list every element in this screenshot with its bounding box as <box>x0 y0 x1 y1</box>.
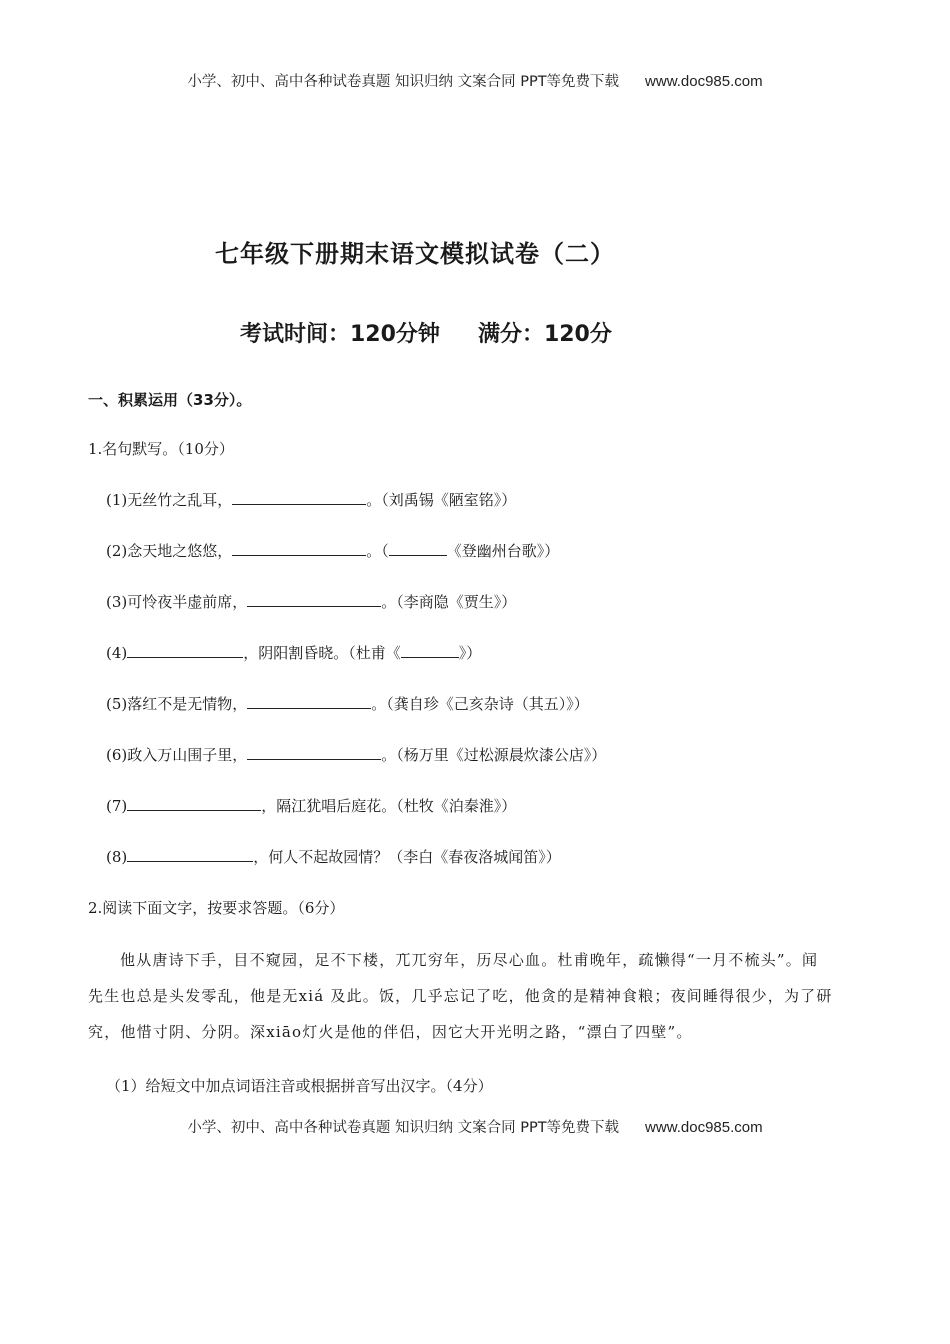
q1-item-2: (2)念天地之悠悠， 。（ 《登幽州台歌》） <box>106 542 560 560</box>
footer-text: 小学、初中、高中各种试卷真题 知识归纳 文案合同 PPT等免费下载 <box>187 1120 620 1136</box>
answer-blank[interactable] <box>232 490 366 505</box>
section-heading: 一、积累运用（33分）。 <box>88 391 252 409</box>
page-header <box>0 70 950 91</box>
q1-item-3: (3)可怜夜半虚前席， 。（李商隐《贾生》） <box>106 593 517 611</box>
q1-heading: 1.名句默写。（10分） <box>88 440 234 458</box>
answer-blank[interactable] <box>247 592 381 607</box>
q2-heading: 2.阅读下面文字，按要求答题。（6分） <box>88 899 345 917</box>
q1-item-6: (6)政入万山围子里， 。（杨万里《过松源晨炊漆公店》） <box>106 746 607 764</box>
dotted-char: 兀 <box>395 951 412 969</box>
q1-item-1: (1)无丝竹之乱耳， 。（刘禹锡《陋室铭》） <box>106 491 517 509</box>
footer-url[interactable]: www.doc985.com <box>645 1119 763 1136</box>
header-text: 小学、初中、高中各种试卷真题 知识归纳 文案合同 PPT等免费下载 <box>187 74 620 90</box>
author-blank[interactable] <box>389 541 447 556</box>
q1-item-8: (8) ，何人不起故园情？（李白《春夜洛城闻笛》） <box>106 848 561 866</box>
answer-blank[interactable] <box>247 694 371 709</box>
q1-item-5: (5)落红不是无情物， 。（龚自珍《己亥杂诗（其五）》） <box>106 695 589 713</box>
answer-blank[interactable] <box>247 745 381 760</box>
page-title: 七年级下册期末语文模拟试卷（二） <box>215 240 615 268</box>
q2-passage <box>88 942 864 1050</box>
answer-blank[interactable] <box>232 541 366 556</box>
q2-sub1: （1）给短文中加点词语注音或根据拼音写出汉字。（4分） <box>106 1077 493 1095</box>
exam-time: 考试时间：120分钟 <box>240 322 440 347</box>
answer-blank[interactable] <box>127 643 243 658</box>
dotted-char: 窥 <box>265 951 283 969</box>
answer-blank[interactable] <box>127 796 261 811</box>
passage-line-2: 先生也总是头发零乱，他是无xiá 及此。饭，几乎忘记了吃，他贪的是精神食粮；夜间睡得很少，为了研 <box>88 987 833 1005</box>
answer-blank[interactable] <box>127 847 253 862</box>
q1-item-7: (7) ，隔江犹唱后庭花。（杜牧《泊秦淮》） <box>106 797 517 815</box>
header-url[interactable]: www.doc985.com <box>645 73 763 90</box>
passage-line-3: 究，他惜寸阴、分阴。深xiāo灯火是他的伴侣，因它大开光明之路，“漂白了四壁”。 <box>88 1023 693 1041</box>
q1-item-4: (4) ，阴阳割昏晓。（杜甫《 》） <box>106 644 482 662</box>
page-footer <box>0 1116 950 1137</box>
exam-info <box>240 317 612 348</box>
passage-line-1: 他从唐诗下手，目不窥园，足不下楼，兀兀穷年，历尽心血。杜甫晚年，疏懒得“一月不梳头”。闻 <box>120 951 819 969</box>
full-score: 满分：120分 <box>477 322 612 347</box>
title-blank[interactable] <box>401 643 459 658</box>
